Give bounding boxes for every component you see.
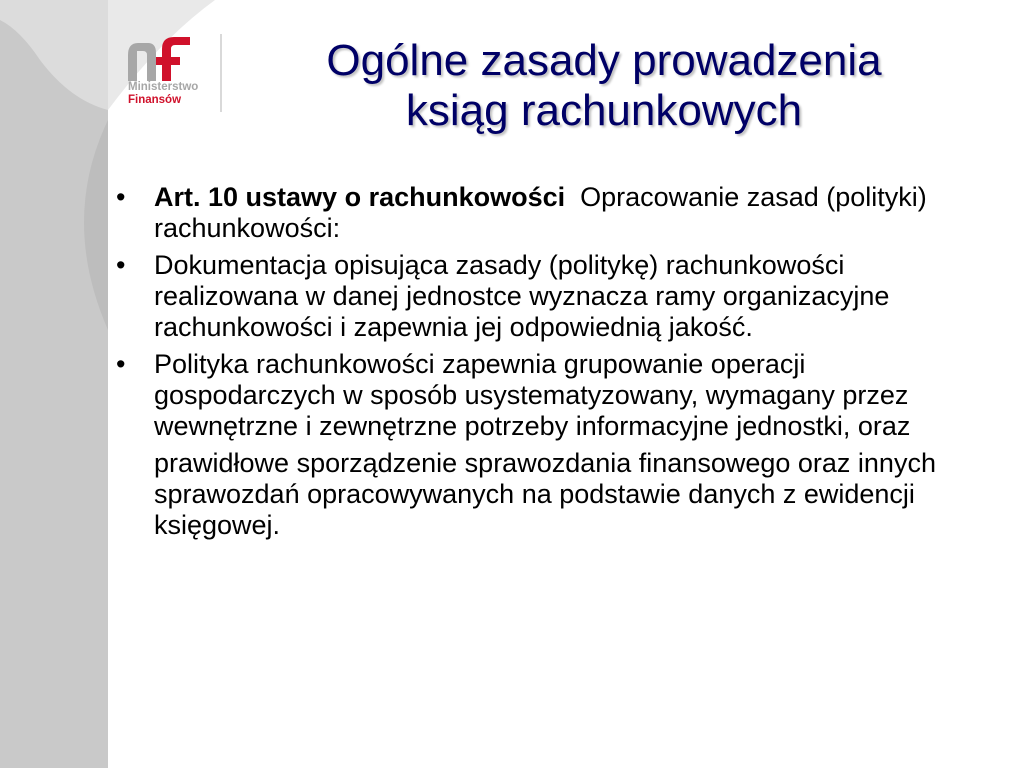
bullet-item-2 xyxy=(112,250,992,343)
logo-line-2: Finansów xyxy=(128,94,182,106)
bullet-icon: • xyxy=(116,349,126,379)
slide-title xyxy=(240,36,968,136)
logo-line-1: Ministerstwo xyxy=(128,81,199,93)
article-reference: Art. 10 ustawy o rachunkowości xyxy=(154,182,566,212)
ministry-logo-text xyxy=(128,81,198,107)
left-grey-band xyxy=(0,0,108,768)
bullet-icon: • xyxy=(116,250,126,280)
bullet-item-3 xyxy=(112,349,992,541)
ministry-logo-mark-icon xyxy=(128,33,192,81)
bullet-item-1-text: Opracowanie zasad (polityki) rachunkowości: xyxy=(154,182,927,243)
logo-divider xyxy=(220,34,222,112)
bullet-item-3-continuation: prawidłowe sporządzenie sprawozdania finansowego oraz innych sprawozdań opracowywanych na podstawie danych z ewidencji księgowej. xyxy=(154,448,936,540)
bullet-icon: • xyxy=(116,182,126,212)
bullet-item-3-text: Polityka rachunkowości zapewnia grupowanie operacji gospodarczych w sposób usystematyzowany, wymagany przez wewnętrzne i zewnętrzne potrzeby informacyjne jednostki, oraz xyxy=(154,349,911,441)
title-line-1: Ogólne zasady prowadzenia xyxy=(326,36,882,85)
title-line-2: ksiąg rachunkowych xyxy=(405,86,803,135)
bullet-item-2-text: Dokumentacja opisująca zasady (politykę) rachunkowości realizowana w danej jednostce wyznacza ramy organizacyjne rachunkowości i zapewnia jej odpowiednią jakość. xyxy=(154,250,890,342)
ministry-logo xyxy=(128,33,224,113)
bullet-item-1 xyxy=(112,182,992,244)
bullet-list xyxy=(112,182,992,547)
